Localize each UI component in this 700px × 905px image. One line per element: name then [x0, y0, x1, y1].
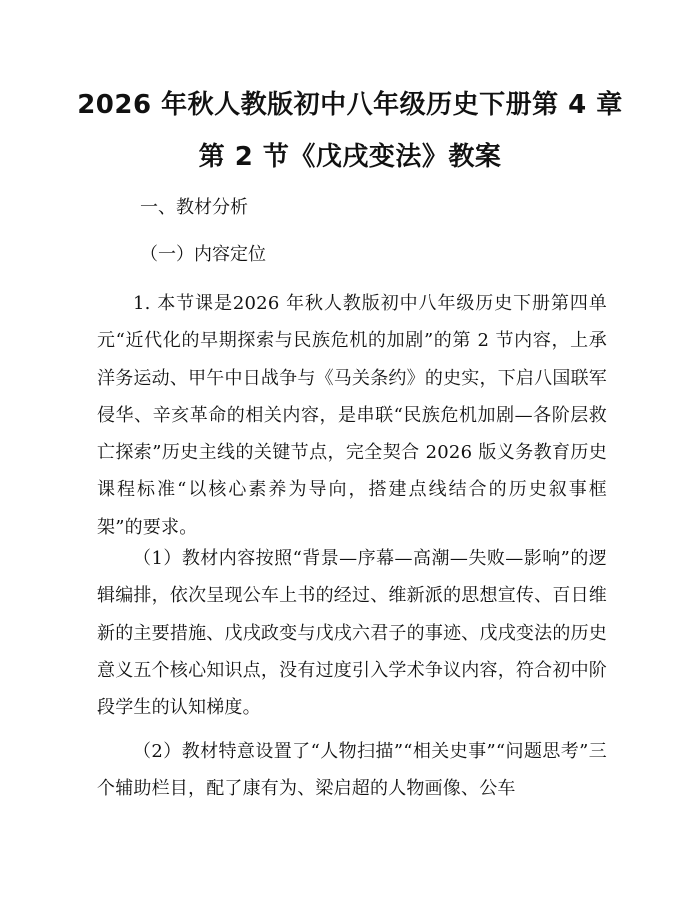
paragraph-2: （1）教材内容按照“背景—序幕—高潮—失败—影响”的逻辑编排，依次呈现公车上书的经过、维新派的思想宣传、百日维新的主要措施、戊戌政变与戊戌六君子的事迹、戊戌变法的历史意义五个核心知识点，没有过度引入学术争议内容，符合初中阶段学生的认知梯度。 [97, 548, 607, 719]
subsection-heading: （一）内容定位 [140, 244, 266, 265]
paragraph-3: （2）教材特意设置了“人物扫描”“相关史事”“问题思考”三个辅助栏目，配了康有为、梁启超的人物画像、公车 [97, 741, 607, 800]
document-title-line-1: 2026 年秋人教版初中八年级历史下册第 4 章 [77, 90, 623, 120]
document-title-line-2: 第 2 节《戊戌变法》教案 [198, 142, 502, 172]
paragraph-1: 1. 本节课是2026 年秋人教版初中八年级历史下册第四单元“近代化的早期探索与民族危机的加剧”的第 2 节内容，上承洋务运动、甲午中日战争与《马关条约》的史实，下启八国联军侵华、辛亥革命的相关内容，是串联“民族危机加剧—各阶层救亡探索”历史主线的关键节点，完全契合 2026 版义务教育历史课程标准“以核心素养为导向，搭建点线结合的历史叙事框架”的要求。 [97, 293, 607, 538]
section-heading: 一、教材分析 [140, 197, 248, 218]
